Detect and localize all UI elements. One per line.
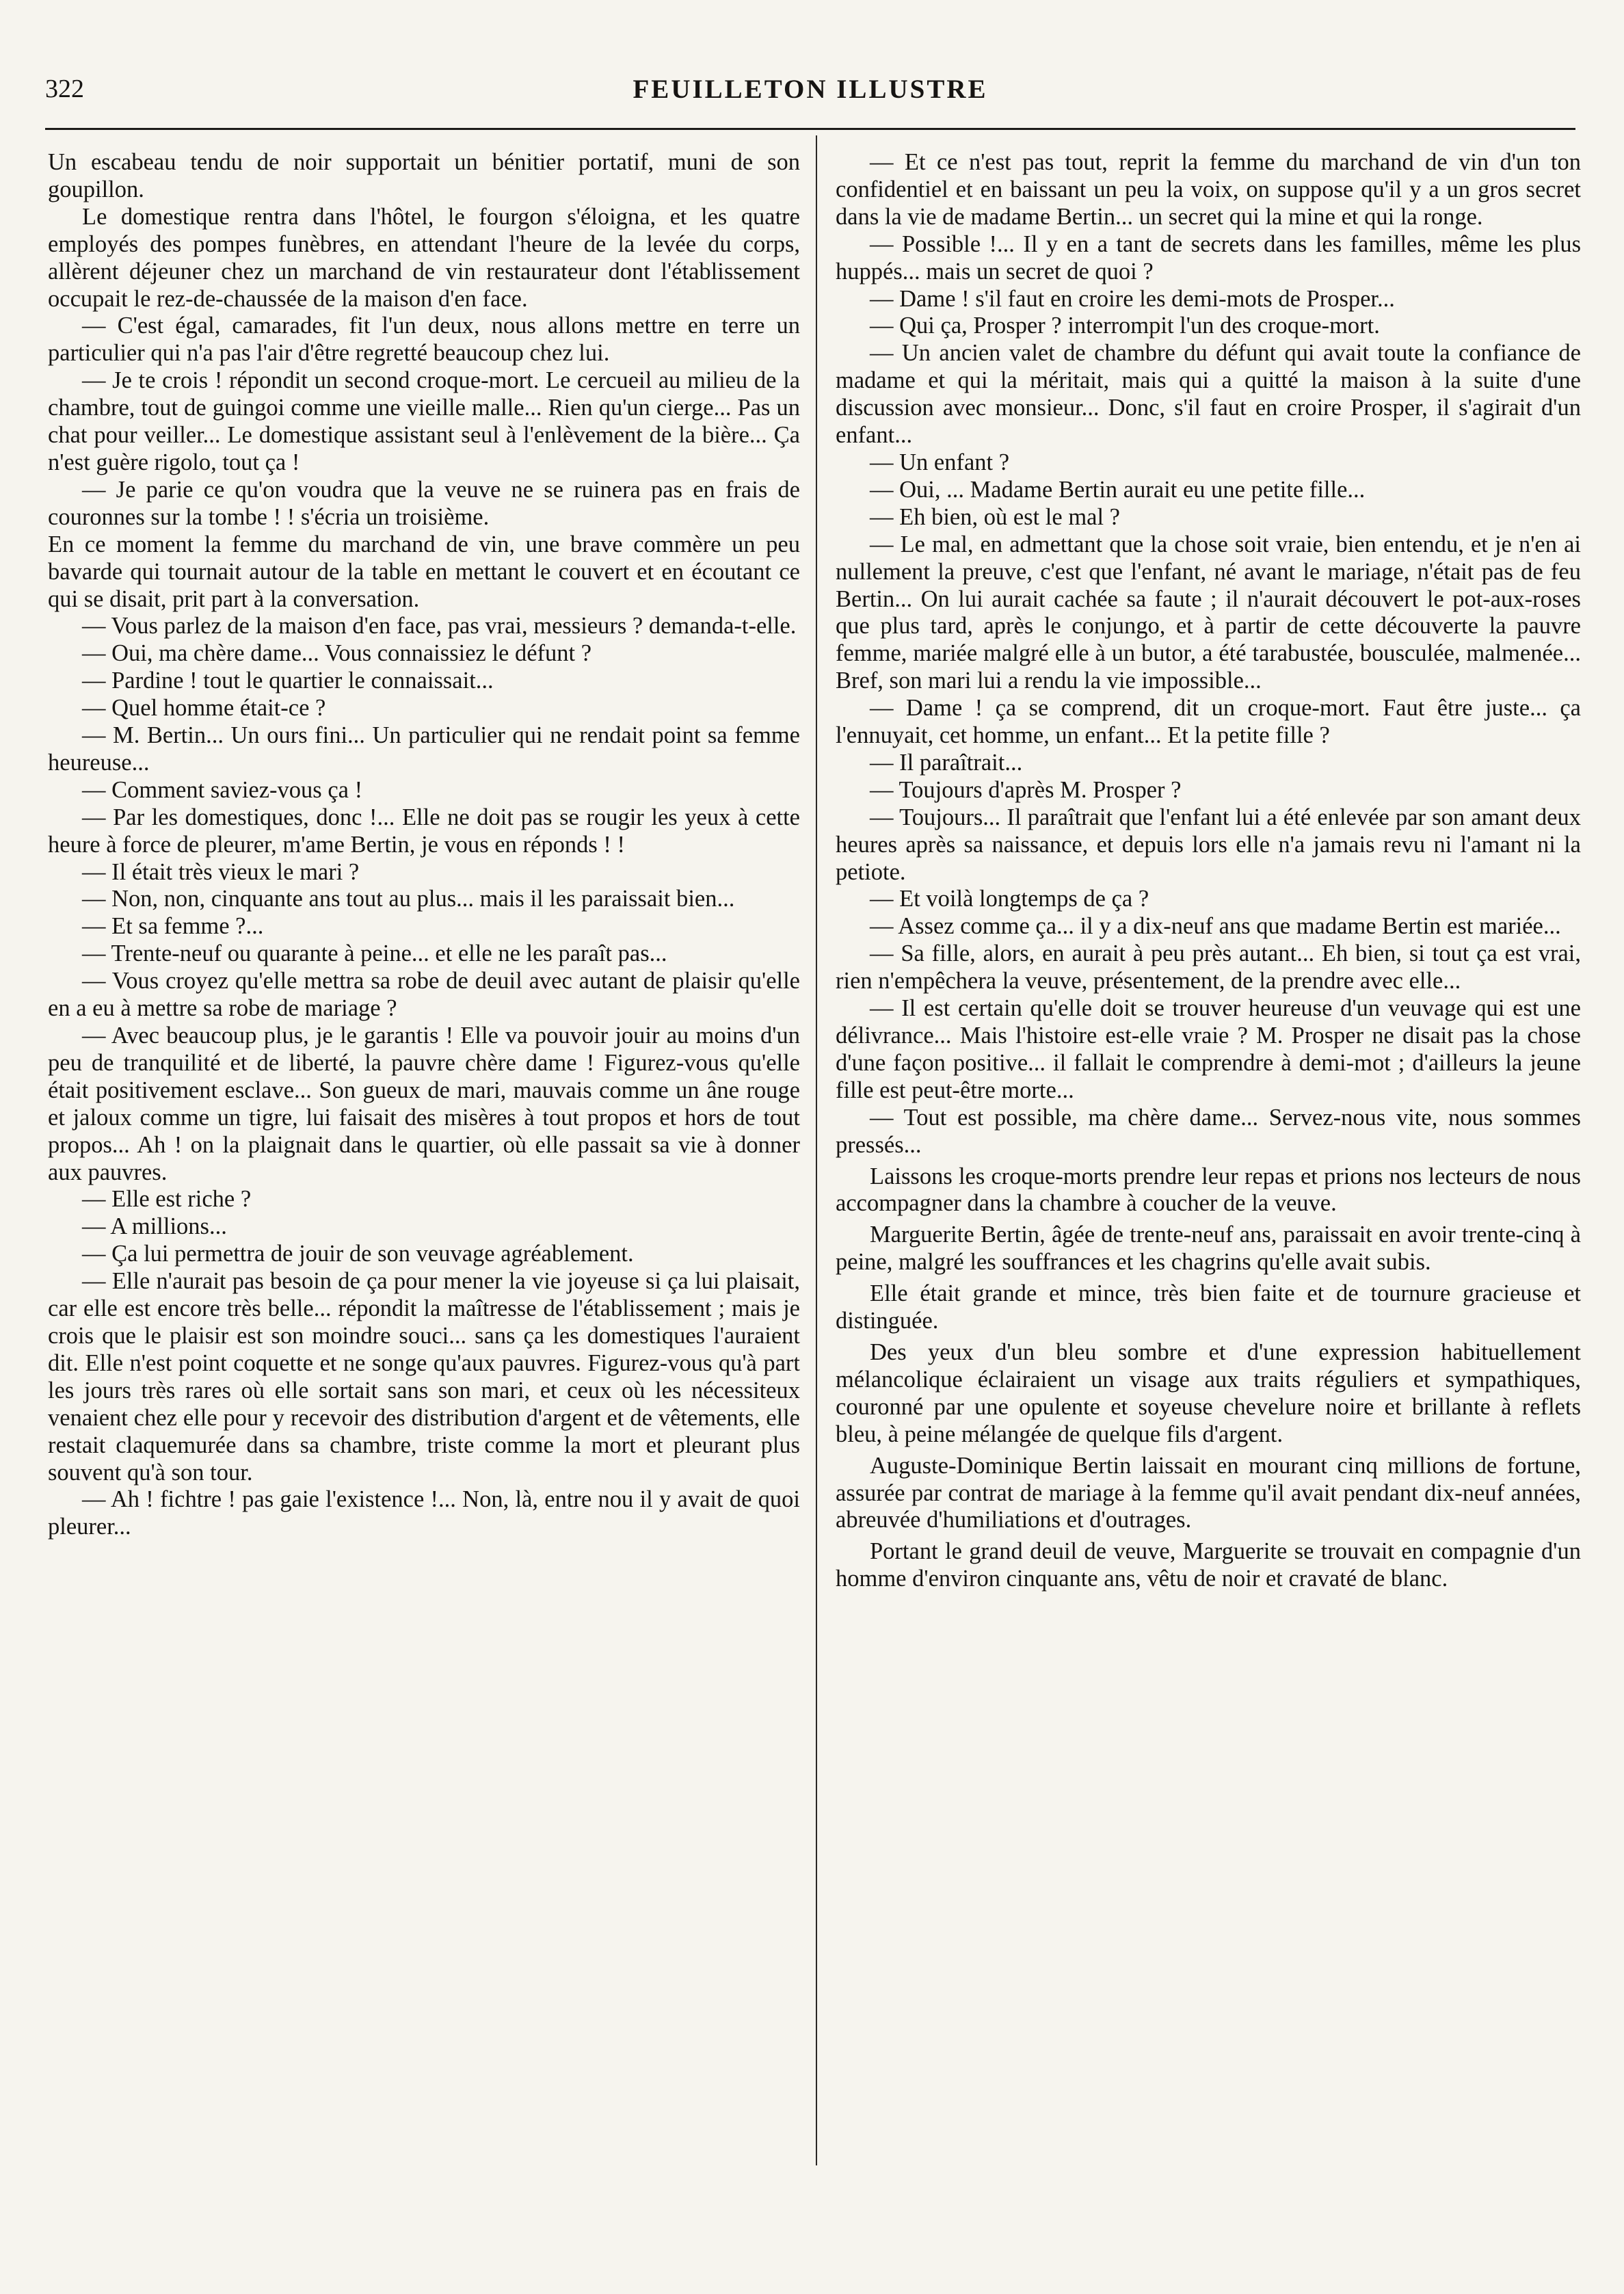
paragraph: — Il était très vieux le mari ? bbox=[82, 858, 360, 885]
paragraph: — Avec beaucoup plus, je le garantis ! Elle va pouvoir jouir au moins d'un peu de tranquilité et de liberté, la pauvre chère dame ! Figurez-vous qu'elle était positivement esclave... Son gueux de mari, mauvais comme un âne rouge et jaloux comme un tigre, lui faisait des misères à tout propos et hors de tout propos... Ah ! on la plaignait dans le quartier, où elle passait sa vie à donner aux pauvres. bbox=[48, 1023, 800, 1185]
paragraph: Marguerite Bertin, âgée de trente-neuf ans, paraissait en avoir trente-cinq à peine, malgré les souffrances et les chagrins qu'elle avait subis. bbox=[836, 1222, 1581, 1276]
paragraph: — A millions... bbox=[82, 1213, 227, 1240]
paragraph: — C'est égal, camarades, fit l'un deux, nous allons mettre en terre un particulier qui n'a pas l'air d'être regretté beaucoup chez lui. bbox=[48, 313, 800, 367]
paragraph: — Par les domestiques, donc !... Elle ne doit pas se rougir les yeux à cette heure à force de pleurer, m'ame Bertin, je vous en réponds ! ! bbox=[48, 804, 800, 858]
running-title: FEUILLETON ILLUSTRE bbox=[633, 75, 988, 104]
paragraph: — Oui, ma chère dame... Vous connaissiez le défunt ? bbox=[82, 640, 592, 667]
paragraph: — Trente-neuf ou quarante à peine... et elle ne les paraît pas... bbox=[82, 940, 667, 967]
paragraph: Elle était grande et mince, très bien faite et de tournure gracieuse et distinguée. bbox=[836, 1280, 1581, 1334]
paragraph: En ce moment la femme du marchand de vin, une brave commère un peu bavarde qui tournait autour de la table en mettant le couvert et en écoutant ce qui se disait, prit part à la conversation. bbox=[48, 531, 800, 612]
paragraph: — Le mal, en admettant que la chose soit vraie, bien entendu, et je n'en ai nullement la preuve, c'est que l'enfant, né avant le mariage, n'était pas de feu Bertin... On lui aurait cachée sa faute ; il n'aurait découvert le pot-aux-roses que plus tard, après le conjungo, et à partir de cette découverte la pauvre femme, mariée malgré elle à un butor, a été tarabustée, bousculée, malmenée... Bref, son mari lui a rendu la vie impossible... bbox=[836, 531, 1581, 694]
paragraph: — Toujours... Il paraîtrait que l'enfant lui a été enlevée par son amant deux heures après sa naissance, et depuis lors elle n'a jamais revu ni l'amant ni la petiote. bbox=[836, 804, 1581, 885]
paragraph: Auguste-Dominique Bertin laissait en mourant cinq millions de fortune, assurée par contrat de mariage à la femme qu'il avait pendant dix-neuf années, abreuvée d'humiliations et d'outrages. bbox=[836, 1452, 1581, 1533]
left-column bbox=[48, 149, 800, 1541]
paragraph: — Non, non, cinquante ans tout au plus... mais il les paraissait bien... bbox=[82, 886, 735, 912]
paragraph: — Oui, ... Madame Bertin aurait eu une petite fille... bbox=[870, 476, 1366, 503]
paragraph: — Un ancien valet de chambre du défunt qui avait toute la confiance de madame et qui la méritait, mais qui a quitté la maison à la suite d'une discussion avec monsieur... Donc, s'il faut en croire Prosper, il s'agirait d'un enfant... bbox=[836, 340, 1581, 449]
paragraph: — Je parie ce qu'on voudra que la veuve ne se ruinera pas en frais de couronnes sur la tombe ! ! s'écria un troisième. bbox=[48, 476, 800, 530]
header-rule bbox=[45, 128, 1575, 130]
page-number: 322 bbox=[45, 75, 84, 103]
paragraph: — Et sa femme ?... bbox=[82, 913, 264, 940]
paragraph: Le domestique rentra dans l'hôtel, le fourgon s'éloigna, et les quatre employés des pompes funèbres, en attendant l'heure de la levée du corps, allèrent déjeuner chez un marchand de vin restaurateur dont l'établissement occupait le rez-de-chaussée de la maison d'en face. bbox=[48, 203, 800, 312]
paragraph: — Et ce n'est pas tout, reprit la femme du marchand de vin d'un ton confidentiel et en baissant un peu la voix, on suppose qu'il y a un gros secret dans la vie de madame Bertin... un secret qui la mine et qui la ronge. bbox=[836, 149, 1581, 230]
paragraph: — Vous croyez qu'elle mettra sa robe de deuil avec autant de plaisir qu'elle en a eu à mettre sa robe de mariage ? bbox=[48, 968, 800, 1022]
paragraph: — Ah ! fichtre ! pas gaie l'existence !... Non, là, entre nou il y avait de quoi pleurer... bbox=[48, 1486, 800, 1540]
right-column bbox=[836, 149, 1581, 1593]
paragraph: — Qui ça, Prosper ? interrompit l'un des croque-mort. bbox=[870, 313, 1380, 339]
paragraph: — Sa fille, alors, en aurait à peu près autant... Eh bien, si tout ça est vrai, rien n'empêchera la veuve, présentement, de la prendre avec elle... bbox=[836, 940, 1581, 994]
paragraph: Laissons les croque-morts prendre leur repas et prions nos lecteurs de nous accompagner dans la chambre à coucher de la veuve. bbox=[836, 1163, 1581, 1217]
paragraph: — Dame ! ça se comprend, dit un croque-mort. Faut être juste... ça l'ennuyait, cet homme, un enfant... Et la petite fille ? bbox=[836, 695, 1581, 749]
paragraph: — Dame ! s'il faut en croire les demi-mots de Prosper... bbox=[870, 285, 1395, 312]
paragraph: — Un enfant ? bbox=[870, 449, 1010, 475]
paragraph: — Pardine ! tout le quartier le connaissait... bbox=[82, 668, 494, 694]
paragraph: — Il est certain qu'elle doit se trouver heureuse d'un veuvage qui est une délivrance... Mais l'histoire est-elle vraie ? M. Prosper ne disait pas la chose d'une façon positive... il fallait le comprendre à demi-mot ; d'ailleurs la jeune fille est peut-être morte... bbox=[836, 995, 1581, 1103]
paragraph: Des yeux d'un bleu sombre et d'une expression habituellement mélancolique éclairaient un visage aux traits réguliers et sympathiques, couronné par une opulente et soyeuse chevelure noire et brillante à reflets bleu, à peine mélangée de quelque fils d'argent. bbox=[836, 1339, 1581, 1447]
paragraph: — Toujours d'après M. Prosper ? bbox=[870, 776, 1182, 803]
paragraph: — Vous parlez de la maison d'en face, pas vrai, messieurs ? demanda-t-elle. bbox=[82, 613, 797, 640]
paragraph: — Quel homme était-ce ? bbox=[82, 695, 326, 722]
paragraph: — M. Bertin... Un ours fini... Un particulier qui ne rendait point sa femme heureuse... bbox=[48, 722, 800, 776]
paragraph: — Elle n'aurait pas besoin de ça pour mener la vie joyeuse si ça lui plaisait, car elle est encore très belle... répondit la maîtresse de l'établissement ; mais je crois que le plaisir est son moindre souci... sans ça les domestiques l'auraient dit. Elle n'est point coquette et ne songe qu'aux pauvres. Figurez-vous qu'à part les jours très rares où elle sortait sans son mari, et ceux où les nécessiteux venaient chez elle pour y recevoir des distribution d'argent et de vêtements, elle restait claquemurée dans sa chambre, triste comme la mort et pleurant plus souvent qu'à son tour. bbox=[48, 1268, 800, 1486]
column-divider bbox=[816, 135, 817, 2165]
paragraph: — Je te crois ! répondit un second croque-mort. Le cercueil au milieu de la chambre, tout de guingoi comme une vieille malle... Rien qu'un cierge... Pas un chat pour veiller... Le domestique assistant seul à l'enlèvement de la bière... Ça n'est guère rigolo, tout ça ! bbox=[48, 367, 800, 475]
paragraph: — Possible !... Il y en a tant de secrets dans les familles, même les plus huppés... mais un secret de quoi ? bbox=[836, 230, 1581, 285]
paragraph: — Ça lui permettra de jouir de son veuvage agréablement. bbox=[82, 1241, 634, 1267]
paragraph: — Comment saviez-vous ça ! bbox=[82, 776, 363, 803]
paragraph: — Elle est riche ? bbox=[82, 1186, 252, 1213]
page-header bbox=[45, 74, 1575, 115]
paragraph: — Tout est possible, ma chère dame... Servez-nous vite, nous sommes pressés... bbox=[836, 1104, 1581, 1158]
paragraph: — Assez comme ça... il y a dix-neuf ans que madame Bertin est mariée... bbox=[870, 913, 1561, 940]
paragraph: — Et voilà longtemps de ça ? bbox=[870, 886, 1149, 912]
paragraph: Un escabeau tendu de noir supportait un bénitier portatif, muni de son goupillon. bbox=[48, 149, 800, 202]
paragraph: Portant le grand deuil de veuve, Marguerite se trouvait en compagnie d'un homme d'environ cinquante ans, vêtu de noir et cravaté de blanc. bbox=[836, 1538, 1581, 1592]
paragraph: — Il paraîtrait... bbox=[870, 749, 1023, 776]
paragraph: — Eh bien, où est le mal ? bbox=[870, 503, 1120, 530]
